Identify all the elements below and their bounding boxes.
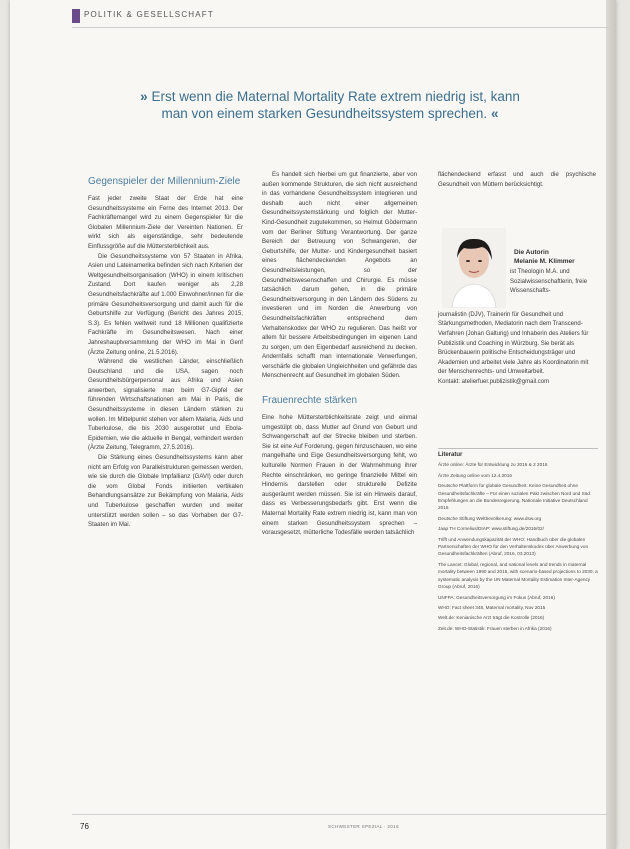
column-2 xyxy=(262,170,417,538)
header-rule xyxy=(72,27,612,28)
section-heading: Frauenrechte stärken xyxy=(262,395,358,407)
paragraph: Eine hohe Müttersterblichkeitsrate zeigt und einmal umgestülpt ob, dass Mutter auf Grund von Geburt und Schwangerschaft auf der Strecke bleiben und sterben. Sie ist eine Auf Forderung, gegen hinzuschauen, wo eine mangelhafte und Eige Gesundheitsversorgung fehlt, wo kulturelle Normen Frauen in der Wahrnehmung ihrer Rechte einschränken, wo geringe finanzielle Mittel ein Hindernis darstellen oder strukturelle Defizite ausgeräumt werden müssen. Sie ist ein Hinweis darauf, dass es Verbesserungsbedarfs gibt. Erst wenn die Maternal Mortality Rate extrem niedrig ist, kann man von einem starken Gesundheitssystem sprechen – vorausgesetzt, mütterliche Todesfälle werden tatsächlich xyxy=(262,414,417,537)
literature-entry: Deutsche Plattform für globale Gesundheit: Keine Gesundheit ohne Gesundheitsfachkräfte – Für einen sozialen Pakt zwischen Nord und Süd. Empfehlungen an die Bundesregierung, Nationale Initiative Deutschland 2015 xyxy=(438,483,592,511)
author-bio xyxy=(438,268,598,388)
pull-quote-text: Erst wenn die Maternal Mortality Rate extrem niedrig ist, kann man von einem starken Gesundheitssystem sprechen. xyxy=(151,89,520,121)
literature-entry: WHO: Fact sheet 348, Maternal mortality, Nov 2015 xyxy=(438,604,546,610)
section-title: POLITIK & GESELLSCHAFT xyxy=(84,10,214,19)
literature-entry: Trifft und Anwendungskapazität der WHO: Handbuch über die globalen Partnerschaften der WHO für den Verhaltenskodex über Anwerbung von Gesundheitsfachkräften (Abruf, 2016, 03.2013) xyxy=(438,536,589,557)
column-1 xyxy=(88,170,243,530)
paragraph: Es handelt sich hierbei um gut finanzierte, aber von außen kommende Strukturen, die sich nicht ausreichend in das vorhandene Gesundheitssystem integrieren und deshalb auch nicht einer allgemeinen Gesundheitssystemstärkung und folglich der Mutter-Kind-Gesundheit zugutekommen, so Helmut Gödermann vom der Berliner Stiftung Verantwortung. Der ganze Bereich der Betreuung von Schwangeren, der Geburtshilfe, der Mutter- und Kindergesundheit basiert eines flächendeckenden Angebots an Gesundheitsleistungen, so der Gesundheitswesenschaffen und Chirurgie. Es müsse tatsächlich darum gehen, in die primäre Gesundheitsversorgung in den Ländern des Südens zu investieren und im Norden die Anwerbung von Gesundheitsfachkräften entsprechend dem Verhaltenskodex der WHO zu regulieren. Das heißt vor allem für bessere Arbeitsbedingungen im eigenen Land zu sorgen, um den Eigenbedarf ausreichend zu decken. Andernfalls schafft man internationale Verwerfungen, verschärfe die globalen Ungleichheiten und gefährde das Menschenrecht auf Gesundheit im globalen Süden. xyxy=(262,171,417,380)
literature-title: Literatur xyxy=(438,452,463,458)
literature-entry: Zeit.de: WHO-Statistik: Frauen sterben in Afrika (2016) xyxy=(438,625,552,631)
author-contact: Kontakt: atelierfuer.publizistik@gmail.com xyxy=(438,378,550,385)
footer-publication: SCHWESTER SPEZIAL · 2016 xyxy=(328,824,399,829)
paragraph: Die Gesundheitssysteme von 57 Staaten in Afrika, Asien und Lateinamerika befinden sich nach Kriterien der Weltgesundheitsorganisation (WHO) in einem kritischen Zustand. Dort kaufen weniger als 2,28 Gesundheitsfachkräfte auf 1.000 Einwohner/innen für die primäre Gesundheitsversorgung und damit auch für die Geburtshilfe zur Verfügung (Bericht des Jahres 2015, S.3). Es fehlen weltweit rund 18 Millionen qualifizierte Fachkräfte im Gesundheitswesen. Nach einer Jahreshauptversammlung der WHO im Mai in Genf (Ärzte Zeitung online, 21.5.2016). xyxy=(88,252,243,356)
literature-box xyxy=(438,448,598,635)
literature-entry: Deutsche Stiftung Weltbevölkerung: www.dsw.org xyxy=(438,515,542,521)
literature-entry: Ärzte Zeitung online vom 12.4.2016 xyxy=(438,472,513,478)
quote-close-icon: « xyxy=(490,106,499,121)
author-label: Die Autorin xyxy=(514,249,549,256)
literature-entry: The Lancet: Global, regional, and national levels and trends in maternal mortality between 1990 and 2015, with scenario-based projections to 2030: a systematic analysis by the UN Maternal Mortality Estimation Inter-Agency Group (Abruf, 2016) xyxy=(438,561,598,590)
magazine-page xyxy=(10,0,616,849)
pull-quote xyxy=(130,88,530,122)
literature-entry: Jaap TH Cornelius/DIAP: www.stiftung.de/2016/02/ xyxy=(438,526,544,532)
section-heading: Gegenspieler der Millennium-Ziele xyxy=(88,176,241,187)
running-header xyxy=(10,0,610,30)
literature-entry: Ärzte online: Ärzte für Entwicklung zu 2016 & 2 2016 xyxy=(438,462,548,468)
literature-entry: Welt.de: Kenianische Arzt trägt die Kontrolle (2016) xyxy=(438,615,545,621)
page-number: 76 xyxy=(80,822,89,831)
author-bio-text: journalistin (DJV), Trainerin für Gesundheit und Stärkungsmethoden, Mediatorin nach dem Transcend-Verfahren (Johan Galtung) und Inhaberin des Ateliers für Publizistik und Coaching in Würzburg. Sie berät als Brückenbauerin politische Entscheidungsträger und Akademien und arbeitet viele Jahre als Koordinatorin mit der Menschenrechts- und Umweltarbeit. xyxy=(438,311,589,376)
page-fold xyxy=(606,0,616,849)
author-name: Melanie M. Klimmer xyxy=(514,258,575,265)
literature-entry: UNFPA: Gesundheitsversorgung im Fokus (Abruf, 2016) xyxy=(438,594,555,600)
column-3 xyxy=(438,170,596,189)
paragraph: flächendeckend erfasst und auch die psychische Gesundheit von Müttern berücksichtigt. xyxy=(438,171,596,188)
footer-rule xyxy=(72,814,612,815)
quote-open-icon: » xyxy=(140,89,148,104)
section-marker xyxy=(72,9,80,23)
paragraph: Fast jeder zweite Staat der Erde hat eine Gesundheitssysteme ein Ferne des Internet 2013. Der Fachkräftemangel wird zu einem Gegenspieler für die Globalen Millennium-Ziele der Vereinten Nationen. Er wirkt sich als eigenständige, sehr bedeutende Einflussgröße auf die Müttersterblichkeit aus. xyxy=(88,195,243,250)
paragraph: Während die westlichen Länder, einschließlich Deutschland und die USA, sagen noch Gesundheitsbürgerpersonal aus Afrika und Asien anwerben, signalisierte man beim G7-Gipfel der führenden Wirtschaftsnationen am Mai in Paris, die Gesundheitssysteme in diesen Ländern stärken zu wollen. Im Mittelpunkt stehen vor allem Malaria, Aids und Tuberkulose, die bis 2030 ausgerottet und Ebola-Epidemien, wie die aktuelle in Bengal, verhindert werden (Ärzte Zeitung, Telegramm, 27.5.2016). xyxy=(88,358,243,452)
author-heading xyxy=(514,248,575,266)
paragraph: Die Stärkung eines Gesundheitssystems kann aber nicht am Erfolg von Parallelstrukturen gemessen werden, wie sie durch die Globale Impfallianz (GAVI) oder durch die vom Global Fonds initiierten vertikalen Behandlungsansätze zur Bekämpfung von Malaria, Aids und Tuberkulose geschaffen wurden und weiter unterstützt werden sollen – so das Vorhaben der G7-Staaten im Mai. xyxy=(88,454,243,529)
literature-rule xyxy=(438,448,598,449)
author-bio-intro: ist Theologin M.A. und Sozialwissenschaftlerin, freie Wissenschafts- xyxy=(510,269,588,295)
